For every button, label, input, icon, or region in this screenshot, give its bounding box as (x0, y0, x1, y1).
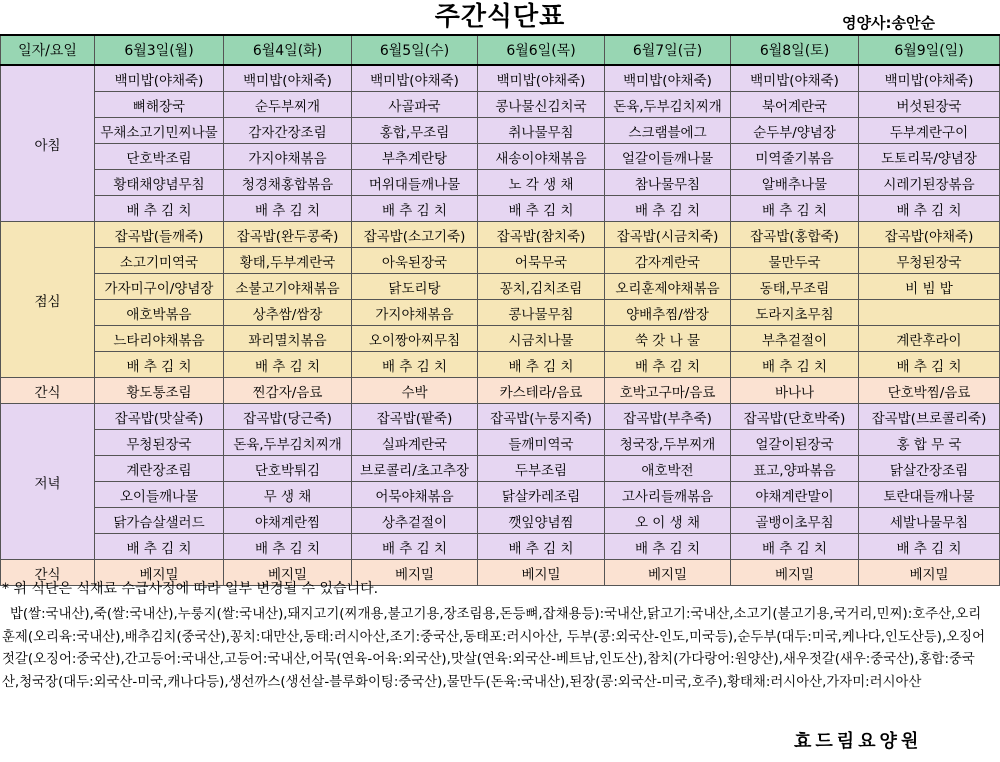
menu-cell: 고사리들깨볶음 (605, 482, 731, 508)
menu-cell: 잡곡밥(당근죽) (224, 404, 352, 430)
menu-cell: 오 이 생 채 (605, 508, 731, 534)
menu-cell: 북어계란국 (731, 92, 859, 118)
menu-cell: 꽁치,김치조림 (478, 274, 605, 300)
menu-cell: 순두부찌개 (224, 92, 352, 118)
menu-cell: 돈육,두부김치찌개 (224, 430, 352, 456)
menu-cell: 사골파국 (352, 92, 478, 118)
menu-cell: 계란장조림 (95, 456, 224, 482)
menu-cell: 백미밥(야채죽) (605, 65, 731, 92)
menu-cell: 감자간장조림 (224, 118, 352, 144)
menu-cell: 무채소고기민찌나물 (95, 118, 224, 144)
breakfast-row (1, 118, 1000, 144)
header-day: 6월8일(토) (731, 35, 859, 65)
menu-cell: 두부계란구이 (859, 118, 1000, 144)
menu-cell: 느타리야채볶음 (95, 326, 224, 352)
menu-cell: 청국장,두부찌개 (605, 430, 731, 456)
dinner-row (1, 430, 1000, 456)
menu-cell: 아욱된장국 (352, 248, 478, 274)
menu-cell: 백미밥(야채죽) (859, 65, 1000, 92)
menu-cell: 배 추 김 치 (95, 534, 224, 560)
snack2-label: 간식 (1, 560, 95, 586)
menu-cell: 청경채홍합볶음 (224, 170, 352, 196)
menu-cell: 배 추 김 치 (95, 352, 224, 378)
menu-cell: 깻잎양념찜 (478, 508, 605, 534)
lunch-row (1, 274, 1000, 300)
menu-cell: 백미밥(야채죽) (731, 65, 859, 92)
menu-cell: 무청된장국 (859, 248, 1000, 274)
menu-cell: 백미밥(야채죽) (95, 65, 224, 92)
menu-cell: 배 추 김 치 (605, 352, 731, 378)
menu-cell: 홍합,무조림 (352, 118, 478, 144)
menu-cell: 순두부/양념장 (731, 118, 859, 144)
menu-cell: 어묵야채볶음 (352, 482, 478, 508)
menu-cell: 단호박튀김 (224, 456, 352, 482)
header-corner: 일자/요일 (1, 35, 95, 65)
menu-cell: 단호박조림 (95, 144, 224, 170)
breakfast-label: 아침 (1, 65, 95, 222)
menu-cell: 세발나물무침 (859, 508, 1000, 534)
dinner-row (1, 404, 1000, 430)
menu-cell: 브로콜리/초고추장 (352, 456, 478, 482)
menu-cell: 돈육,두부김치찌개 (605, 92, 731, 118)
menu-cell: 미역줄기볶음 (731, 144, 859, 170)
menu-cell: 가지야채볶음 (224, 144, 352, 170)
menu-cell: 황태채양념무침 (95, 170, 224, 196)
lunch-row (1, 326, 1000, 352)
menu-cell: 호박고구마/음료 (605, 378, 731, 404)
snack1-row (1, 378, 1000, 404)
menu-cell: 스크램블에그 (605, 118, 731, 144)
menu-cell: 백미밥(야채죽) (224, 65, 352, 92)
menu-cell: 쑥 갓 나 물 (605, 326, 731, 352)
menu-cell: 애호박전 (605, 456, 731, 482)
menu-cell: 홍 합 무 국 (859, 430, 1000, 456)
header-day: 6월3일(월) (95, 35, 224, 65)
menu-cell: 배 추 김 치 (731, 352, 859, 378)
menu-cell: 양배추찜/쌈장 (605, 300, 731, 326)
menu-cell: 배 추 김 치 (859, 534, 1000, 560)
menu-cell: 계란후라이 (859, 326, 1000, 352)
menu-cell: 바나나 (731, 378, 859, 404)
menu-cell: 물만두국 (731, 248, 859, 274)
menu-cell: 오리훈제야채볶음 (605, 274, 731, 300)
menu-cell: 잡곡밥(팥죽) (352, 404, 478, 430)
breakfast-row (1, 92, 1000, 118)
menu-cell: 단호박찜/음료 (859, 378, 1000, 404)
breakfast-row (1, 170, 1000, 196)
menu-cell: 상추겉절이 (352, 508, 478, 534)
breakfast-row (1, 196, 1000, 222)
menu-cell: 잡곡밥(들깨죽) (95, 222, 224, 248)
menu-cell: 황도통조림 (95, 378, 224, 404)
menu-cell: 수박 (352, 378, 478, 404)
breakfast-row (1, 144, 1000, 170)
lunch-row (1, 352, 1000, 378)
menu-cell: 베지밀 (95, 560, 224, 586)
menu-cell: 베지밀 (352, 560, 478, 586)
menu-cell: 콩나물무침 (478, 300, 605, 326)
menu-cell: 배 추 김 치 (224, 196, 352, 222)
menu-cell: 백미밥(야채죽) (352, 65, 478, 92)
menu-cell: 새송이야채볶음 (478, 144, 605, 170)
menu-cell: 황태,두부계란국 (224, 248, 352, 274)
header-day: 6월7일(금) (605, 35, 731, 65)
menu-cell: 오이들깨나물 (95, 482, 224, 508)
menu-cell: 야채계란찜 (224, 508, 352, 534)
menu-cell: 배 추 김 치 (478, 534, 605, 560)
menu-cell: 콩나물신김치국 (478, 92, 605, 118)
menu-cell: 잡곡밥(단호박죽) (731, 404, 859, 430)
menu-cell: 배 추 김 치 (95, 196, 224, 222)
menu-cell: 골뱅이초무침 (731, 508, 859, 534)
menu-cell: 잡곡밥(완두콩죽) (224, 222, 352, 248)
menu-cell: 부추겉절이 (731, 326, 859, 352)
menu-cell: 잡곡밥(시금치죽) (605, 222, 731, 248)
menu-cell: 닭가슴살샐러드 (95, 508, 224, 534)
menu-cell: 표고,양파볶음 (731, 456, 859, 482)
menu-cell: 취나물무침 (478, 118, 605, 144)
menu-cell: 배 추 김 치 (224, 352, 352, 378)
weekly-menu-table (0, 34, 1000, 586)
dinner-row (1, 534, 1000, 560)
menu-cell: 참나물무침 (605, 170, 731, 196)
menu-cell: 들깨미역국 (478, 430, 605, 456)
menu-cell: 시레기된장볶음 (859, 170, 1000, 196)
menu-cell: 두부조림 (478, 456, 605, 482)
menu-cell: 애호박볶음 (95, 300, 224, 326)
menu-cell: 배 추 김 치 (478, 196, 605, 222)
menu-cell: 소고기미역국 (95, 248, 224, 274)
menu-cell: 알배추나물 (731, 170, 859, 196)
dietitian-name: 영양사:송안순 (842, 14, 935, 32)
menu-cell: 잡곡밥(맛살죽) (95, 404, 224, 430)
menu-cell: 얼갈이된장국 (731, 430, 859, 456)
menu-cell: 도토리묵/양념장 (859, 144, 1000, 170)
menu-cell: 닭살간장조림 (859, 456, 1000, 482)
menu-cell: 머위대들깨나물 (352, 170, 478, 196)
menu-cell: 상추쌈/쌈장 (224, 300, 352, 326)
breakfast-row (1, 65, 1000, 92)
menu-cell: 배 추 김 치 (352, 534, 478, 560)
dinner-row (1, 508, 1000, 534)
menu-cell: 소불고기야채볶음 (224, 274, 352, 300)
menu-cell: 배 추 김 치 (478, 352, 605, 378)
menu-cell: 토란대들깨나물 (859, 482, 1000, 508)
menu-cell: 베지밀 (478, 560, 605, 586)
header-day: 6월5일(수) (352, 35, 478, 65)
lunch-label: 점심 (1, 222, 95, 378)
menu-cell: 닭살카레조림 (478, 482, 605, 508)
menu-cell: 잡곡밥(부추죽) (605, 404, 731, 430)
menu-cell: 부추계란탕 (352, 144, 478, 170)
menu-cell: 잡곡밥(참치죽) (478, 222, 605, 248)
menu-cell: 비 빔 밥 (859, 274, 1000, 300)
header-day: 6월6일(목) (478, 35, 605, 65)
menu-cell: 배 추 김 치 (731, 196, 859, 222)
menu-cell: 배 추 김 치 (605, 534, 731, 560)
menu-cell: 베지밀 (859, 560, 1000, 586)
menu-cell: 무청된장국 (95, 430, 224, 456)
menu-cell: 배 추 김 치 (859, 352, 1000, 378)
menu-cell: 잡곡밥(소고기죽) (352, 222, 478, 248)
snack1-label: 간식 (1, 378, 95, 404)
menu-cell: 잡곡밥(누룽지죽) (478, 404, 605, 430)
menu-cell: 시금치나물 (478, 326, 605, 352)
menu-cell: 동태,무조림 (731, 274, 859, 300)
menu-cell: 꽈리멸치볶음 (224, 326, 352, 352)
origin-info: 밥(쌀:국내산),죽(쌀:국내산),누룽지(쌀:국내산),돼지고기(찌개용,불고기용,장조림용,돈등뼈,잡채용등):국내산,닭고기:국내산,소고기(불고기용,국거리,민찌):호주산,오리훈제(오리육:국내산),배추김치(중국산),꽁치:대만산,동태:러시아산,조기:중국산,동태포:러시아산, 두부(콩:외국산-인도,미국등),순두부(대두:미국,케나다,인도산등),오징어젓갈(오징어:중국산),간고등어:국내산,고등어:국내산,어묵(연육-어육:외국산),맛살(연육:외국산-베트남,인도산),참치(가다랑어:원양산),새우젓갈(새우:중국산),홍합:중국산,청국장(대두:외국산-미국,캐나다등),생선까스(생선살-블루화이팅:중국산),물만두(돈육:국내산),된장(콩:외국산-미국,호주),황태채:러시아산,가자미:러시아산 (2, 607, 986, 690)
menu-cell: 버섯된장국 (859, 92, 1000, 118)
lunch-row (1, 222, 1000, 248)
menu-cell: 배 추 김 치 (731, 534, 859, 560)
header-day: 6월4일(화) (224, 35, 352, 65)
menu-cell: 배 추 김 치 (859, 196, 1000, 222)
menu-cell: 어묵무국 (478, 248, 605, 274)
menu-cell (859, 300, 1000, 326)
dinner-label: 저녁 (1, 404, 95, 560)
menu-cell: 가자미구이/양념장 (95, 274, 224, 300)
menu-cell: 베지밀 (224, 560, 352, 586)
menu-cell: 베지밀 (605, 560, 731, 586)
menu-cell: 얼갈이들깨나물 (605, 144, 731, 170)
menu-cell: 잡곡밥(야채죽) (859, 222, 1000, 248)
dinner-row (1, 482, 1000, 508)
menu-cell: 베지밀 (731, 560, 859, 586)
menu-cell: 뼈해장국 (95, 92, 224, 118)
menu-cell: 백미밥(야채죽) (478, 65, 605, 92)
menu-cell: 잡곡밥(브로콜리죽) (859, 404, 1000, 430)
menu-cell: 야채계란말이 (731, 482, 859, 508)
menu-cell: 감자계란국 (605, 248, 731, 274)
menu-cell: 무 생 채 (224, 482, 352, 508)
menu-cell: 가지야채볶음 (352, 300, 478, 326)
menu-cell: 찐감자/음료 (224, 378, 352, 404)
menu-cell: 배 추 김 치 (352, 196, 478, 222)
menu-cell: 노 각 생 채 (478, 170, 605, 196)
lunch-row (1, 248, 1000, 274)
menu-cell: 배 추 김 치 (605, 196, 731, 222)
menu-cell: 배 추 김 치 (224, 534, 352, 560)
menu-cell: 닭도리탕 (352, 274, 478, 300)
header-row (1, 35, 1000, 65)
menu-cell: 오이짱아찌무침 (352, 326, 478, 352)
dinner-row (1, 456, 1000, 482)
menu-cell: 도라지초무침 (731, 300, 859, 326)
header-day: 6월9일(일) (859, 35, 1000, 65)
menu-cell: 실파계란국 (352, 430, 478, 456)
menu-cell: 잡곡밥(홍합죽) (731, 222, 859, 248)
change-notice: * 위 식단은 식재료 수급사정에 따라 일부 변경될 수 있습니다. (2, 581, 379, 597)
menu-cell: 배 추 김 치 (352, 352, 478, 378)
menu-cell: 카스테라/음료 (478, 378, 605, 404)
facility-name: 효드림요양원 (794, 731, 923, 752)
lunch-row (1, 300, 1000, 326)
page-title: 주간식단표 (434, 2, 566, 32)
